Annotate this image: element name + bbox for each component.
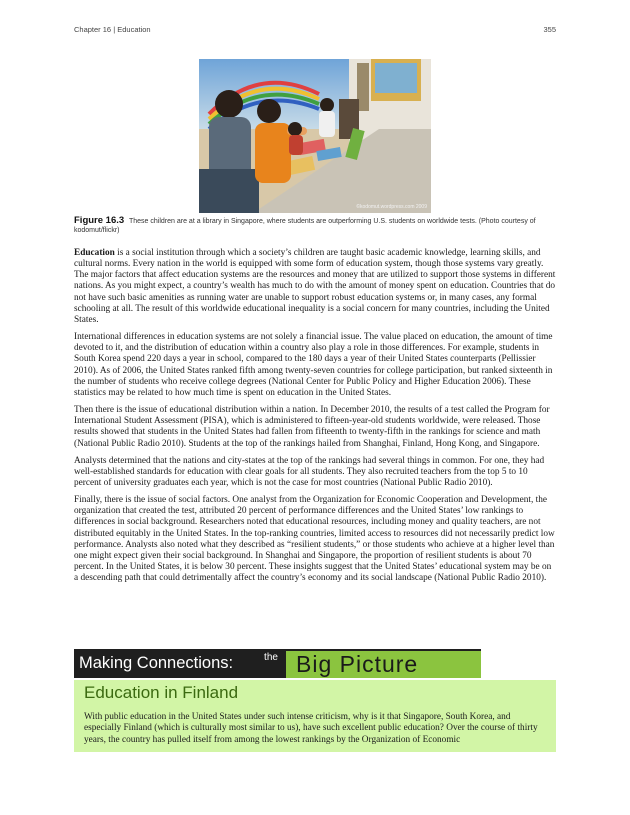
figure-photo: [199, 59, 431, 213]
key-term: Education: [74, 248, 115, 258]
photo-watermark: ©kodomut.wordpress.com 2009: [356, 204, 427, 210]
running-header: [74, 25, 556, 37]
chapter-title: Chapter 16 | Education: [74, 25, 151, 34]
making-connections-label: Making Connections:: [79, 654, 234, 672]
figure-caption: [74, 216, 556, 235]
big-picture-title: Big Picture: [286, 651, 481, 678]
page-number: 355: [543, 25, 556, 34]
library-photo-illustration: [199, 59, 431, 213]
making-connections-banner: [74, 649, 481, 678]
feature-title: Education in Finland: [84, 683, 239, 702]
feature-box: [74, 680, 556, 752]
feature-text: With public education in the United States under such intense criticism, why is it that Singapore, South Korea, and especially Finland (which is culturally most similar to us), have such excellent public education? Over the course of thirty years, the country has pulled itself from among the lowest rankings by the Organization of Economic: [84, 712, 538, 745]
paragraph-3: Then there is the issue of educational distribution within a nation. In December 2010, the results of a test called the Program for International Student Assessment (PISA), which is administered to fifteen-year-old students worldwide, were released. Those results showed that students in the United States had fallen from fifteenth to twenty-fifth in the rankings for science and math (National Public Radio 2010). Students at the top of the rankings hailed from Shanghai, Finland, Hong Kong, and Singapore.: [74, 405, 550, 449]
main-body: [74, 248, 556, 590]
paragraph-2: International differences in education systems are not solely a financial issue. The value placed on education, the amount of time devoted to it, and the distribution of education within a country also play a role in those differences. For example, students in South Korea spend 220 days a year in school, compared to the 180 days a year of their United States counterparts (Pellissier 2010). As of 2006, the United States ranked fifth among twenty-seven countries for college participation, but ranked sixteenth in the number of students who receive college degrees (National Center for Public Policy and Higher Education 2006). These statistics may be related to how much time is spent on education in the United States.: [74, 332, 553, 398]
figure-caption-text: These children are at a library in Singapore, where students are outperforming U.S. students on worldwide tests. (Photo courtesy of kodomut/flickr): [74, 218, 536, 234]
paragraph-5: Finally, there is the issue of social factors. One analyst from the Organization for Economic Cooperation and Development, the organization that created the test, attributed 20 percent of performance differences and the United States’ low rankings to differences in social background. Researchers noted that educational resources, including money and quality teachers, are not distributed equitably in the United States. In the top-ranking countries, limited access to resources did not necessarily predict low performance. Analysts also noted what they described as “resilient students,” or those students who achieve at a higher level than one might expect given their social background. In Shanghai and Singapore, the proportion of resilient students is about 70 percent. In the United States, it is below 30 percent. These insights suggest that the United States’ educational system may be on a descending path that could detrimentally affect the country’s economy and its social landscape (National Public Radio 2010).: [74, 495, 555, 584]
big-picture-the: the: [259, 649, 283, 667]
figure-label: Figure 16.3: [74, 215, 125, 226]
paragraph-4: Analysts determined that the nations and city-states at the top of the rankings had several things in common. For one, they had well-established standards for education with clear goals for all students. They also recruited teachers from the top 5 to 10 percent of university graduates each year, which is not the case for most countries (National Public Radio 2010).: [74, 455, 545, 488]
paragraph-1: [74, 248, 556, 326]
paragraph-1-text: is a social institution through which a society’s children are taught basic academic knowledge, learning skills, and cultural norms. Every nation in the world is equipped with some form of education system, though those systems vary greatly. The major factors that affect education systems are the resources and money that are utilized to support those systems in different nations. As you might expect, a country’s wealth has much to do with the amount of money spent on education. Countries that do not have such basic amenities as running water are unable to support robust education systems or, in many cases, any formal schooling at all. The result of this worldwide educational inequality is a social concern for many countries, including the United States.: [74, 248, 556, 325]
